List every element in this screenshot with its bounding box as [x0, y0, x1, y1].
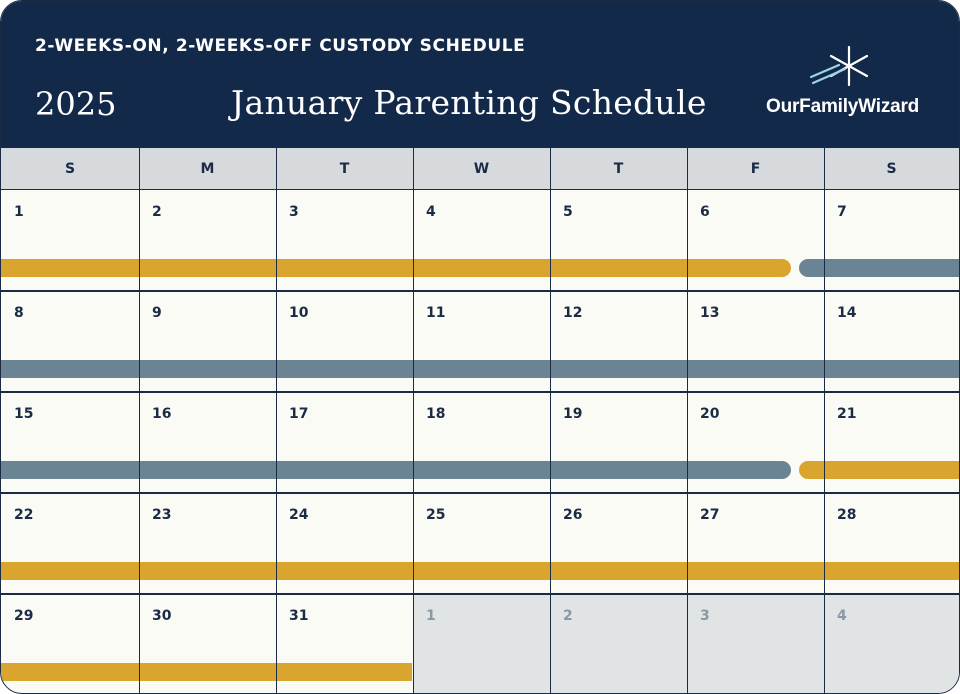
grid-column-divider: [687, 147, 688, 693]
custody-bar-parent-a: [799, 461, 959, 479]
day-number: 13: [700, 305, 720, 321]
calendar-day-cell-next-month[interactable]: [413, 594, 550, 693]
day-number: 22: [14, 507, 34, 523]
grid-row-divider: [1, 391, 959, 393]
schedule-type-heading: 2-WEEKS-ON, 2-WEEKS-OFF CUSTODY SCHEDULE: [35, 36, 526, 56]
grid-column-divider: [276, 147, 277, 693]
day-number: 27: [700, 507, 720, 523]
day-number: 31: [289, 608, 309, 624]
day-number: 8: [14, 305, 24, 321]
day-number: 4: [426, 204, 436, 220]
day-number: 14: [837, 305, 857, 321]
grid-row-divider: [1, 290, 959, 292]
weekday-label: F: [750, 161, 761, 177]
day-number: 28: [837, 507, 857, 523]
grid-column-divider: [550, 147, 551, 693]
custody-bar-parent-a: [1, 663, 412, 681]
custody-bar-parent-a: [1, 562, 959, 580]
custody-bar-parent-b: [1, 360, 959, 378]
weekday-label: T: [613, 161, 624, 177]
day-number: 6: [700, 204, 710, 220]
day-number: 20: [700, 406, 720, 422]
weekday-label: M: [200, 161, 215, 177]
weekday-label: S: [886, 161, 897, 177]
calendar-day-cell-next-month[interactable]: [550, 594, 687, 693]
calendar-day-cell-next-month[interactable]: [824, 594, 959, 693]
day-number: 30: [152, 608, 172, 624]
day-number: 3: [289, 204, 299, 220]
day-number: 9: [152, 305, 162, 321]
calendar-header: [1, 1, 959, 147]
day-number: 26: [563, 507, 583, 523]
day-number: 7: [837, 204, 847, 220]
day-number: 16: [152, 406, 172, 422]
weekday-header-row: [1, 147, 959, 190]
day-number: 3: [700, 608, 710, 624]
weekday-label: S: [64, 161, 76, 177]
custody-bar-parent-b: [1, 461, 791, 479]
calendar-day-cell-next-month[interactable]: [687, 594, 824, 693]
page-title: January Parenting Schedule: [231, 83, 707, 122]
day-number: 1: [426, 608, 436, 624]
day-number: 1: [14, 204, 24, 220]
day-number: 4: [837, 608, 847, 624]
snowflake-star-icon: [809, 43, 869, 89]
day-number: 17: [289, 406, 309, 422]
day-number: 11: [426, 305, 446, 321]
custody-bar-parent-b: [799, 259, 959, 277]
day-number: 23: [152, 507, 172, 523]
day-number: 29: [14, 608, 34, 624]
grid-row-divider: [1, 492, 959, 494]
day-number: 12: [563, 305, 583, 321]
day-number: 2: [563, 608, 573, 624]
custody-bar-parent-a: [1, 259, 791, 277]
grid-column-divider: [413, 147, 414, 693]
day-number: 18: [426, 406, 446, 422]
day-number: 5: [563, 204, 573, 220]
grid-row-divider: [1, 593, 959, 595]
year-label: 2025: [35, 85, 117, 123]
weekday-label: W: [473, 161, 490, 177]
grid-column-divider: [824, 147, 825, 693]
brand-logo-text: OurFamilyWizard: [766, 96, 920, 117]
day-number: 2: [152, 204, 162, 220]
day-number: 21: [837, 406, 857, 422]
day-number: 19: [563, 406, 583, 422]
day-number: 10: [289, 305, 309, 321]
grid-column-divider: [139, 147, 140, 693]
day-number: 15: [14, 406, 34, 422]
day-number: 25: [426, 507, 446, 523]
weekday-label: T: [339, 161, 350, 177]
day-number: 24: [289, 507, 309, 523]
